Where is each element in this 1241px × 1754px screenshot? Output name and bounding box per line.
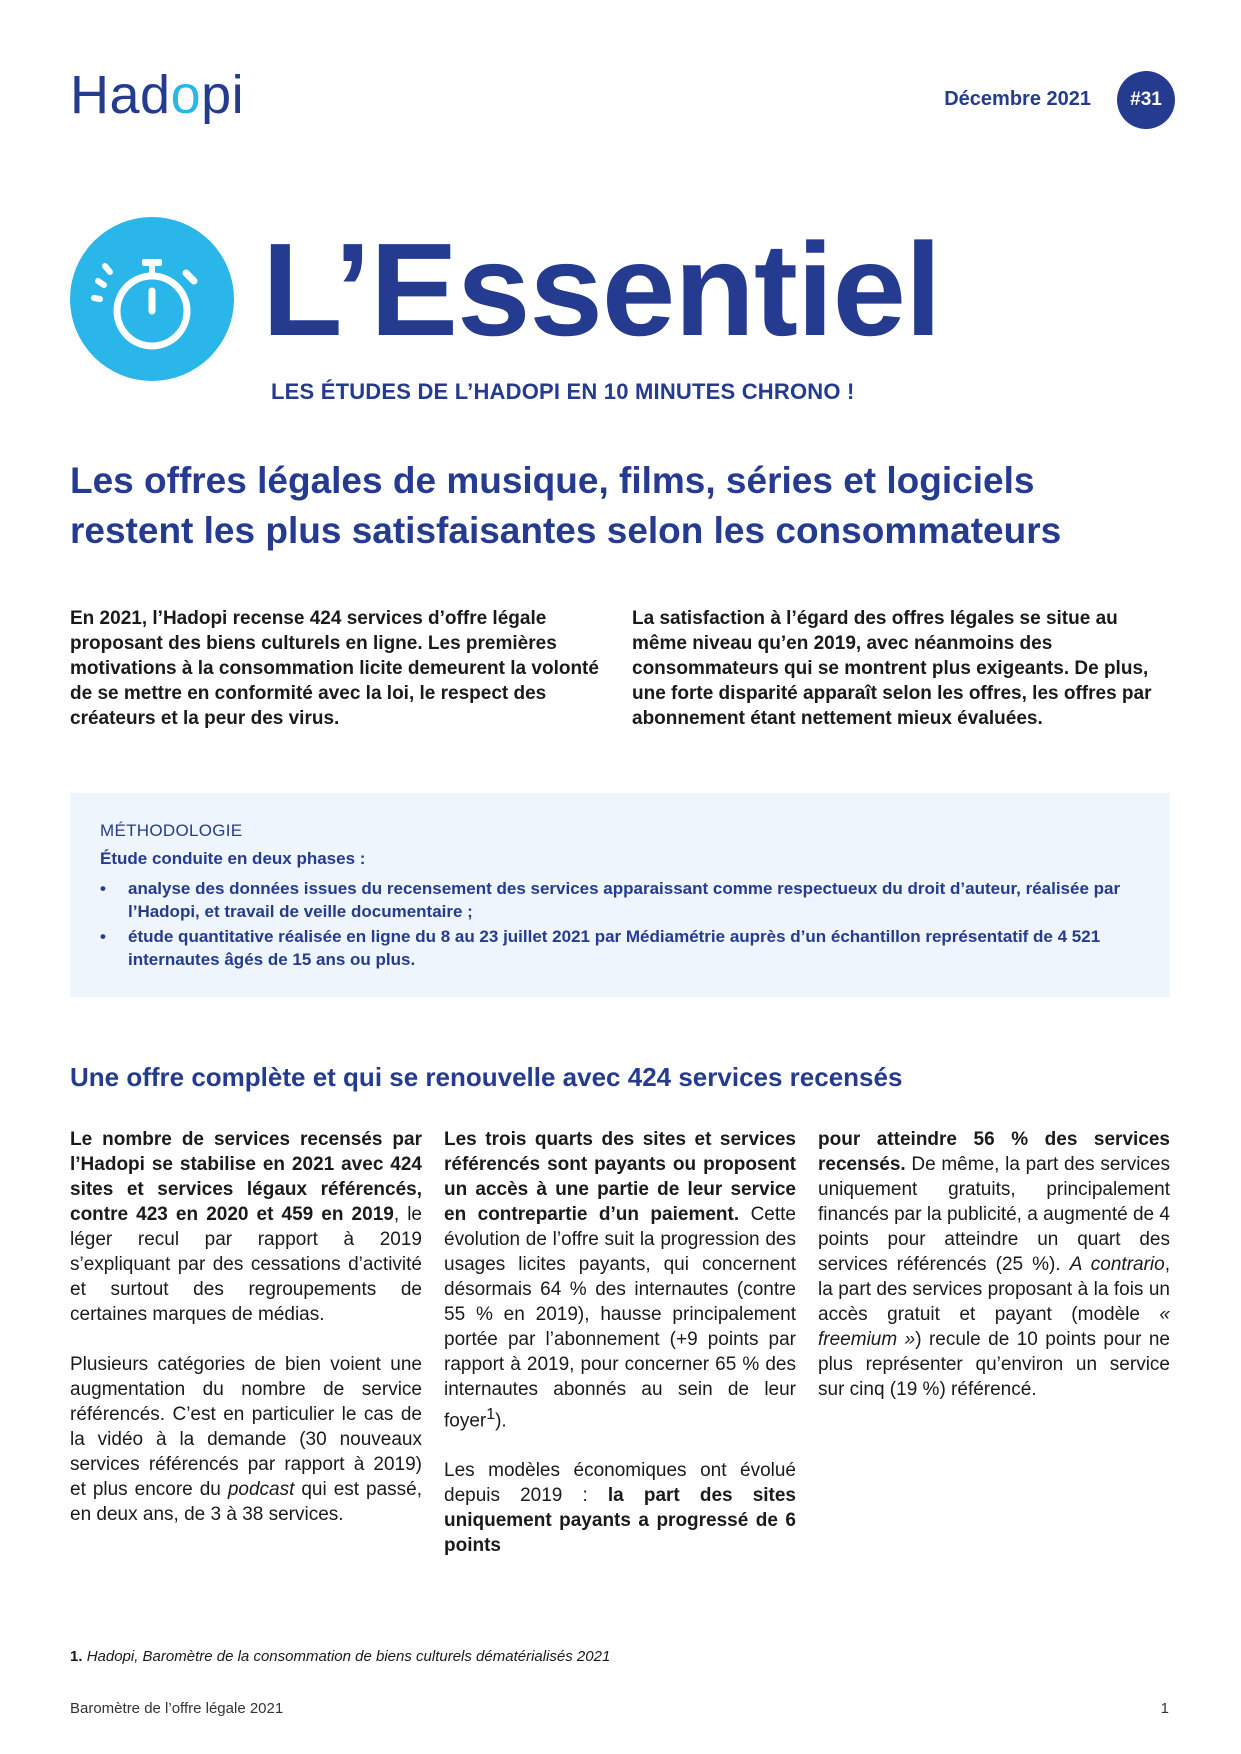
- bold-text: pour atteindre 56 % des services recensés.: [818, 1129, 1170, 1175]
- methodology-list: [100, 877, 1150, 973]
- text: Les modèles économiques ont évolué depuis 2019 :: [444, 1460, 796, 1507]
- logo-text-part: Had: [70, 65, 171, 125]
- text: Plusieurs catégories de bien voient une augmentation du nombre de service référencés. C’est en particulier le cas de la vidéo à la demande (30 nouveaux services référencés par rapport à 2019) et plus encore du: [70, 1354, 422, 1500]
- methodology-box: [70, 793, 1170, 997]
- footnote-ref: 1: [486, 1406, 496, 1423]
- paragraph: [70, 1352, 422, 1527]
- headline: [70, 456, 1180, 556]
- bold-text: Le nombre de services recensés par l’Hadopi se stabilise en 2021 avec 424 sites et services légaux référencés, contre 423 en 2020 et 459 en 2019: [70, 1129, 422, 1225]
- hadopi-logo: [70, 65, 245, 125]
- logo-accent-letter: o: [170, 65, 202, 125]
- intro-left: En 2021, l’Hadopi recense 424 services d’offre légale proposant des biens culturels en ligne. Les premières motivations à la consommation licite demeurent la volonté de se mettre en conformité avec la loi, le respect des créateurs et la peur des virus.: [70, 608, 599, 729]
- footer-title: Baromètre de l’offre légale 2021: [70, 1700, 284, 1717]
- footnote-number: 1.: [70, 1648, 83, 1665]
- body-column-1: [70, 1127, 422, 1552]
- methodology-item: • analyse des données issues du recensement des services apparaissant comme respectueux du droit d’auteur, réalisée par l’Hadopi, et travail de veille documentaire ;: [100, 877, 1150, 923]
- methodology-subtitle: Étude conduite en deux phases :: [100, 849, 366, 868]
- body-column-2: [444, 1127, 796, 1583]
- bold-text: la part des sites uniquement payants a progressé de 6 points: [444, 1485, 796, 1557]
- page-tagline: LES ÉTUDES DE L’HADOPI EN 10 MINUTES CHRONO !: [271, 379, 855, 404]
- paragraph: [444, 1127, 796, 1433]
- paragraph: [70, 1127, 422, 1327]
- footnote-text: Hadopi, Baromètre de la consommation de biens culturels dématérialisés 2021: [86, 1648, 611, 1665]
- body-column-3: [818, 1127, 1170, 1427]
- text: , le léger recul par rapport à 2019 s’expliquant par des cessations d’activité et surtout des regroupements de certaines marques de médias.: [70, 1204, 422, 1325]
- logo-text-part: pi: [201, 65, 245, 125]
- stopwatch-icon: [70, 217, 234, 381]
- text: qui est passé, en deux ans, de 3 à 38 services.: [70, 1479, 422, 1525]
- paragraph: [444, 1458, 796, 1558]
- headline-line: restent les plus satisfaisantes selon les consommateurs: [70, 510, 1062, 551]
- page-number: 1: [1160, 1700, 1169, 1717]
- text: De même, la part des services uniquement gratuits, principalement financés par la publicité, a augmenté de 4 points pour atteindre un quart des services référencés (25 %).: [818, 1154, 1170, 1275]
- paragraph: [818, 1127, 1170, 1402]
- issue-number-badge: #31: [1117, 71, 1175, 129]
- text: ).: [495, 1410, 507, 1432]
- italic-text: podcast: [227, 1479, 295, 1500]
- intro-right: La satisfaction à l’égard des offres légales se situe au même niveau qu’en 2019, avec néanmoins des consommateurs qui se montrent plus exigeants. De plus, une forte disparité apparaît selon les offres, les offres par abonnement étant nettement mieux évaluées.: [632, 608, 1152, 729]
- methodology-title: MÉTHODOLOGIE: [100, 821, 243, 840]
- text: Cette évolution de l’offre suit la progression des usages licites payants, qui concernent désormais 64 % des internautes (contre 55 % en 2019), hausse principalement portée par l’abonnement (+9 points par rapport à 2019, pour concerner 65 % des internautes abonnés au sein de leur foyer: [444, 1204, 796, 1432]
- headline-line: Les offres légales de musique, films, séries et logiciels: [70, 460, 1035, 501]
- text: ) recule de 10 points pour ne plus représenter qu’environ un service sur cinq (19 %) référencé.: [818, 1329, 1170, 1400]
- section-title: Une offre complète et qui se renouvelle avec 424 services recensés: [70, 1062, 903, 1092]
- footnote: [70, 1648, 610, 1665]
- methodology-item: • étude quantitative réalisée en ligne du 8 au 23 juillet 2021 par Médiamétrie auprès d’un échantillon représentatif de 4 521 internautes âgés de 15 ans ou plus.: [100, 925, 1150, 971]
- text: , la part des services proposant à la fois un accès gratuit et payant (modèle: [818, 1254, 1171, 1325]
- page-title: L’Essentiel: [262, 216, 941, 363]
- italic-text: A contrario: [1069, 1254, 1165, 1275]
- italic-text: « freemium »: [818, 1304, 1170, 1350]
- bold-text: Les trois quarts des sites et services référencés sont payants ou proposent un accès à une partie de leur service en contrepartie d’un paiement.: [444, 1129, 796, 1225]
- publication-date: Décembre 2021: [944, 88, 1091, 110]
